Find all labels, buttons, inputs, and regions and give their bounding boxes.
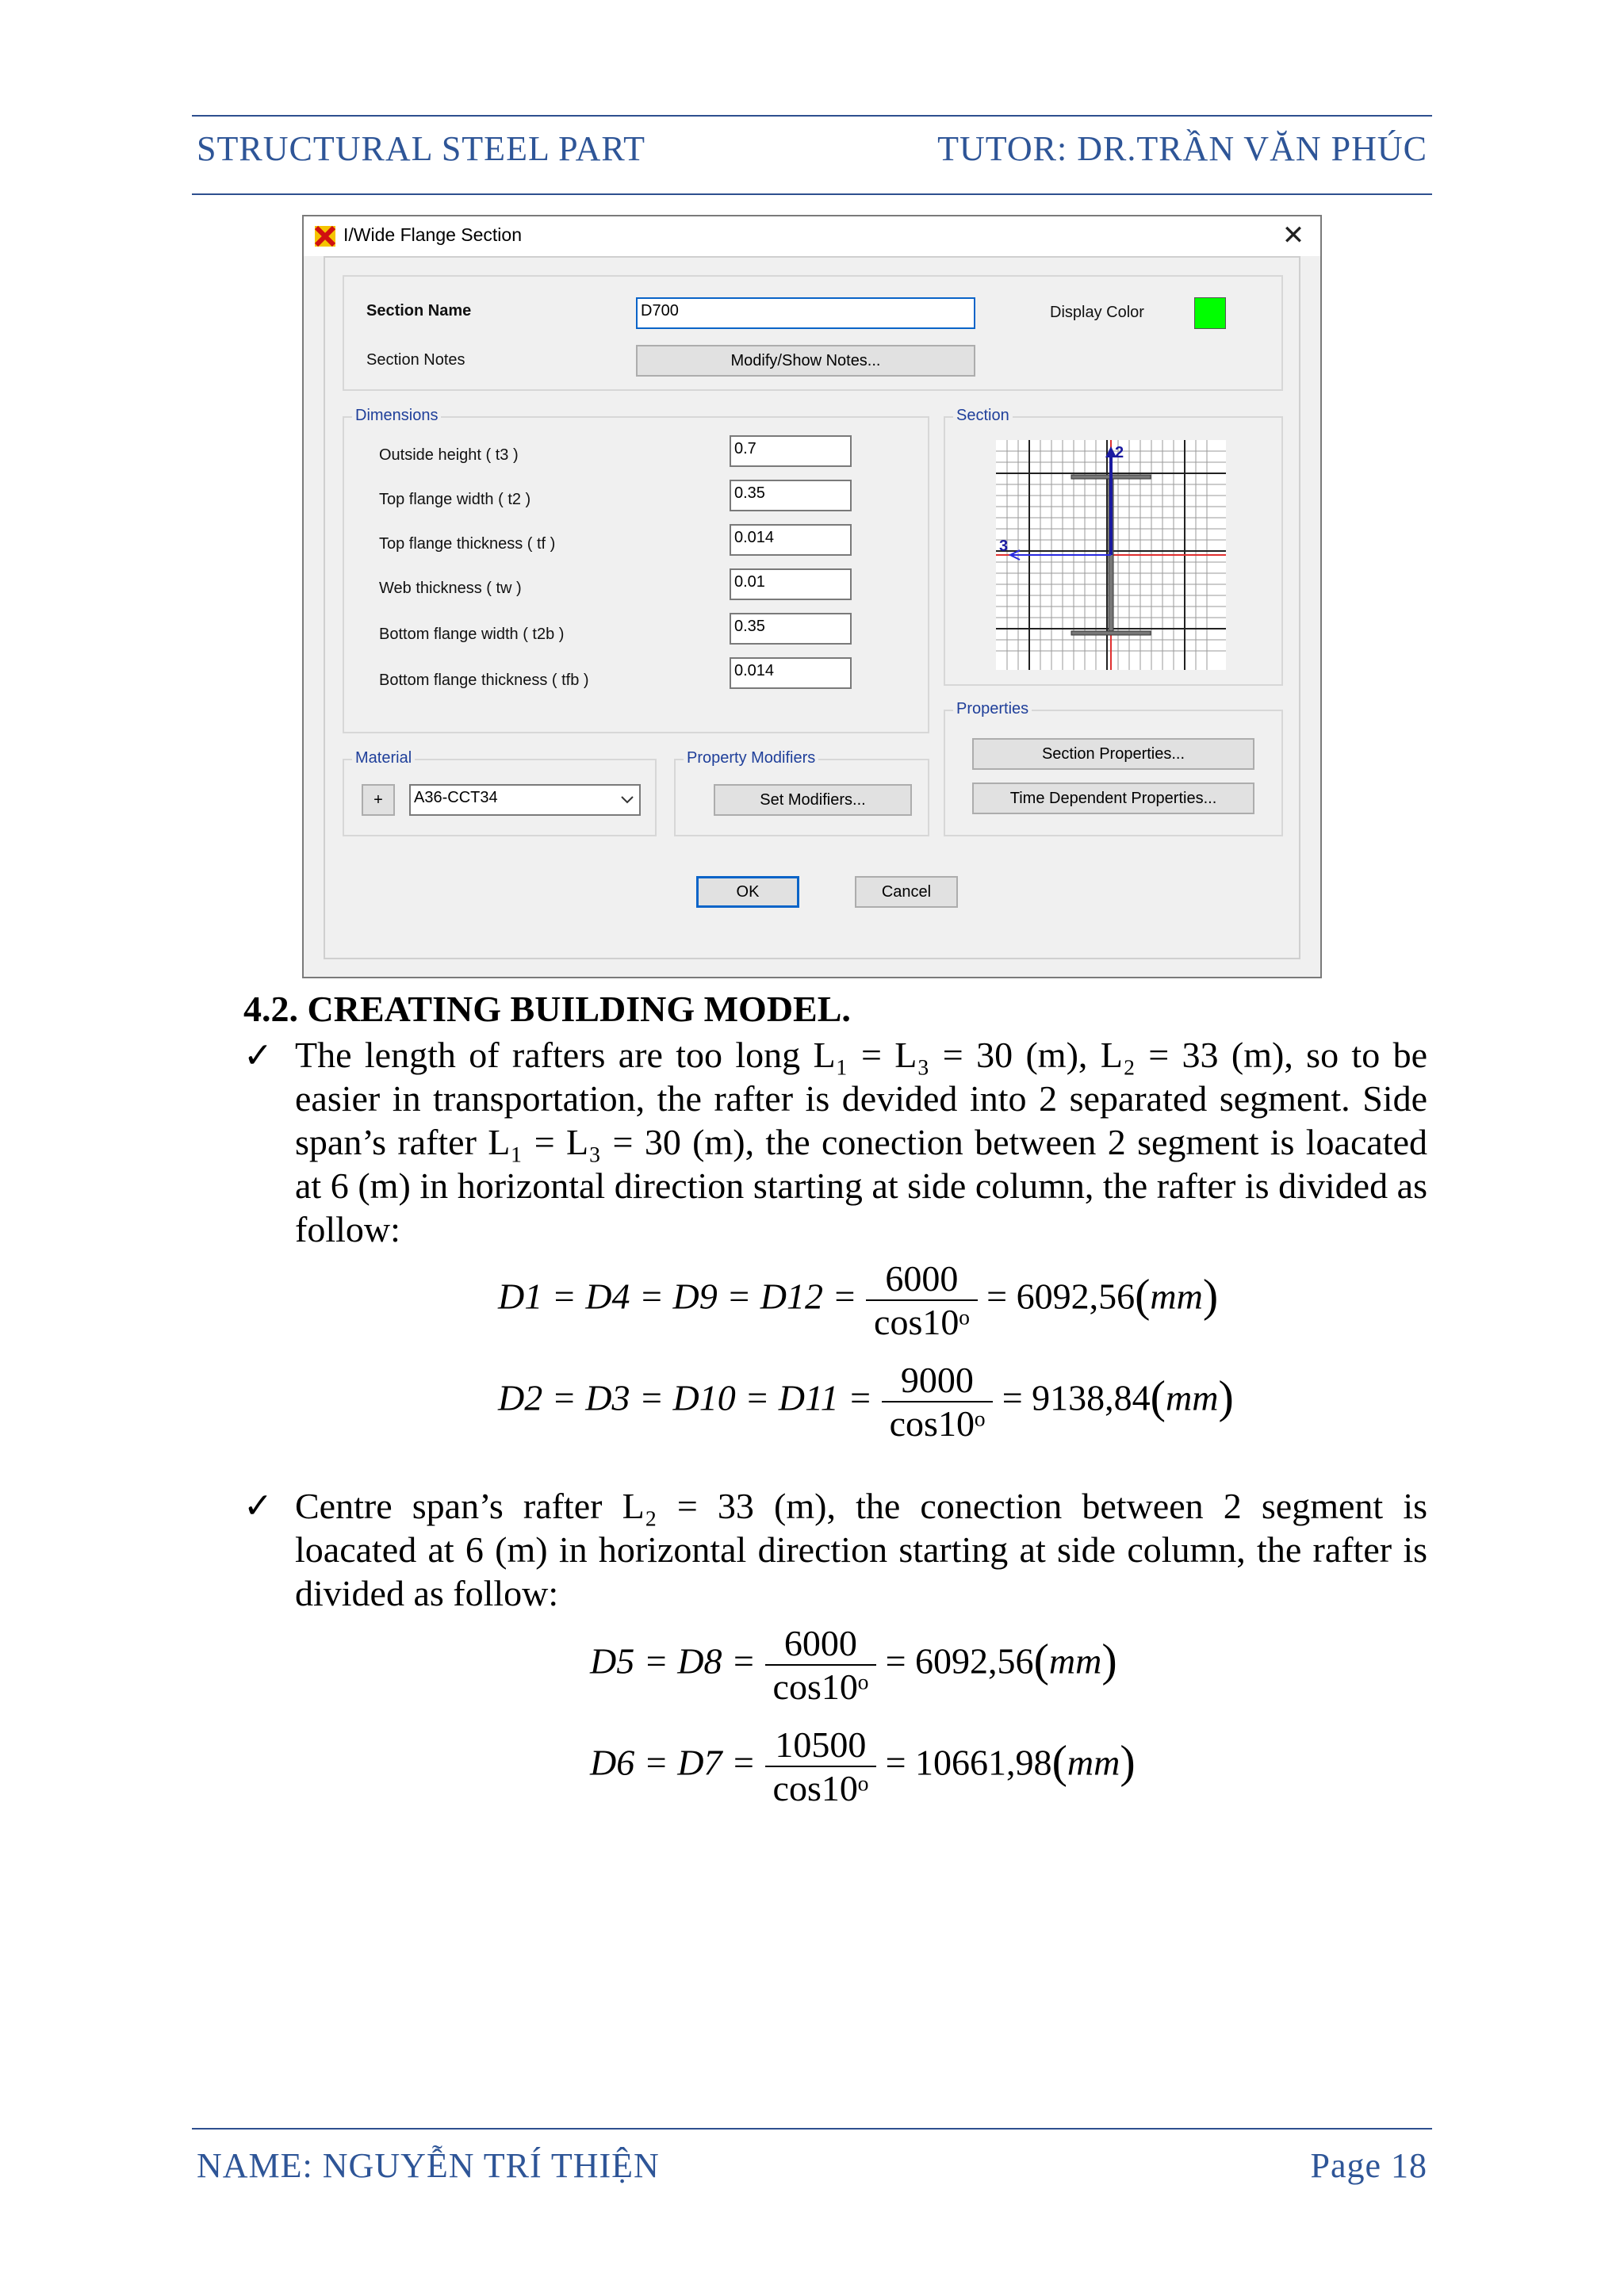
- axis-2-label: 2: [1115, 444, 1124, 461]
- dimensions-title: Dimensions: [352, 407, 441, 425]
- close-icon[interactable]: ✕: [1281, 220, 1305, 251]
- cancel-button[interactable]: Cancel: [855, 876, 958, 908]
- modifiers-title: Property Modifiers: [684, 749, 818, 767]
- material-group: [343, 749, 657, 836]
- footer-rule: [192, 2128, 1432, 2130]
- section-name-label: Section Name: [366, 302, 472, 320]
- footer-name: NAME: NGUYỄN TRÍ THIỆN: [197, 2146, 660, 2185]
- name-group: [343, 275, 1283, 391]
- eq1-unit: mm: [1150, 1276, 1203, 1317]
- display-color-label: Display Color: [1050, 304, 1144, 321]
- check-icon: ✓: [243, 1036, 273, 1075]
- axis-3-label: 3: [999, 538, 1009, 555]
- header-top-rule: [192, 115, 1432, 117]
- paragraph-centre-span: Centre span’s rafter L₂ = 33 (m), the conection between 2 segment is loacated at 6 (m) in horizontal direction starting at side column, the rafter is divided as follow:: [295, 1486, 1427, 1613]
- paragraph-side-span: The length of rafters are too long L₁ = L₃ = 30 (m), L₂ = 33 (m), so to be easier in transportation, the rafter is devided into 2 separated segment. Side span’s rafter L₁ = L₃ = 30 (m), the conection between 2 segment is loacated at 6 (m) in horizontal direction starting at side column, the rafter is divided as follow:: [295, 1035, 1427, 1249]
- dim-input[interactable]: 0.35: [730, 613, 852, 645]
- eq4-numerator: 10500: [775, 1724, 867, 1765]
- dialog-body: [324, 256, 1300, 959]
- set-modifiers-button[interactable]: Set Modifiers...: [714, 784, 912, 816]
- dim-label: Bottom flange thickness ( tfb ): [379, 672, 589, 689]
- eq3-lhs: D5 = D8 =: [590, 1640, 756, 1682]
- dim-input[interactable]: 0.014: [730, 524, 852, 556]
- eq4-unit: mm: [1067, 1742, 1120, 1783]
- dim-input[interactable]: 0.01: [730, 568, 852, 600]
- material-title: Material: [352, 749, 415, 767]
- eq1-lhs: D1 = D4 = D9 = D12 =: [498, 1276, 857, 1317]
- section-notes-label: Section Notes: [366, 351, 465, 369]
- eq2-unit: mm: [1166, 1377, 1219, 1418]
- eq1-rhs: = 6092,56: [986, 1276, 1136, 1317]
- dim-input[interactable]: 0.35: [730, 480, 852, 511]
- header-left: STRUCTURAL STEEL PART: [197, 129, 645, 168]
- add-material-button[interactable]: +: [362, 784, 395, 816]
- eq4-fraction: [765, 1724, 877, 1809]
- equation-d1: D1 = D4 = D9 = D12 = $\frac{6000}{\text{cos10ᵒ}}$ = 6092,56(mm): [498, 1258, 1219, 1342]
- dim-input[interactable]: 0.014: [730, 657, 852, 689]
- eq1-denominator: cos10ᵒ: [866, 1299, 978, 1343]
- equation-d5: D5 = D8 = $\frac{6000}{\text{cos10ᵒ}}$ = 6092,56(mm): [590, 1623, 1117, 1707]
- ok-button[interactable]: OK: [696, 876, 799, 908]
- app-icon: [313, 224, 337, 248]
- properties-group: [944, 700, 1283, 836]
- eq3-denominator: cos10ᵒ: [765, 1664, 877, 1708]
- dimensions-group: [343, 407, 929, 733]
- dim-label: Outside height ( t3 ): [379, 446, 519, 464]
- section-group: [944, 407, 1283, 686]
- eq4-rhs: = 10661,98: [885, 1742, 1052, 1783]
- dim-label: Top flange width ( t2 ): [379, 491, 531, 508]
- eq1-fraction: [866, 1257, 978, 1343]
- eq2-fraction: [882, 1359, 994, 1445]
- dialog-titlebar: [304, 216, 1320, 256]
- equation-d2: D2 = D3 = D10 = D11 = $\frac{9000}{\text{cos10ᵒ}}$ = 9138,84(mm): [498, 1360, 1234, 1444]
- dialog-title: I/Wide Flange Section: [343, 224, 523, 245]
- eq3-unit: mm: [1048, 1640, 1102, 1682]
- dim-label: Bottom flange width ( t2b ): [379, 626, 565, 643]
- eq1-numerator: 6000: [885, 1258, 959, 1299]
- eq3-fraction: [765, 1622, 877, 1708]
- page-number: Page 18: [1310, 2146, 1427, 2185]
- eq2-rhs: = 9138,84: [1002, 1377, 1151, 1418]
- section-properties-button[interactable]: Section Properties...: [972, 738, 1254, 770]
- section-preview: [996, 440, 1226, 670]
- eq4-denominator: cos10ᵒ: [765, 1766, 877, 1809]
- material-select[interactable]: [409, 784, 641, 816]
- chevron-down-icon: [620, 795, 634, 805]
- eq2-lhs: D2 = D3 = D10 = D11 =: [498, 1377, 873, 1418]
- header-bottom-rule: [192, 193, 1432, 195]
- display-color-swatch[interactable]: [1194, 297, 1226, 329]
- eq2-denominator: cos10ᵒ: [882, 1401, 994, 1445]
- eq3-rhs: = 6092,56: [885, 1640, 1034, 1682]
- eq2-numerator: 9000: [900, 1360, 974, 1400]
- material-value: A36-CCT34: [414, 789, 498, 806]
- dim-input[interactable]: 0.7: [730, 435, 852, 467]
- dim-label: Top flange thickness ( tf ): [379, 535, 556, 553]
- header-right: TUTOR: DR.TRẦN VĂN PHÚC: [937, 129, 1427, 168]
- modifiers-group: [674, 749, 929, 836]
- modify-notes-button[interactable]: Modify/Show Notes...: [636, 345, 975, 377]
- check-icon: ✓: [243, 1487, 273, 1525]
- eq4-lhs: D6 = D7 =: [590, 1742, 756, 1783]
- section-name-input[interactable]: D700: [636, 297, 975, 329]
- equation-d6: D6 = D7 = $\frac{10500}{\text{cos10ᵒ}}$ = 10661,98(mm): [590, 1724, 1136, 1808]
- dim-label: Web thickness ( tw ): [379, 580, 522, 597]
- properties-title: Properties: [953, 700, 1032, 718]
- section-heading: 4.2. CREATING BUILDING MODEL.: [243, 989, 851, 1029]
- time-dependent-button[interactable]: Time Dependent Properties...: [972, 783, 1254, 814]
- eq3-numerator: 6000: [783, 1623, 857, 1663]
- wide-flange-dialog: [302, 215, 1322, 978]
- section-title: Section: [953, 407, 1013, 425]
